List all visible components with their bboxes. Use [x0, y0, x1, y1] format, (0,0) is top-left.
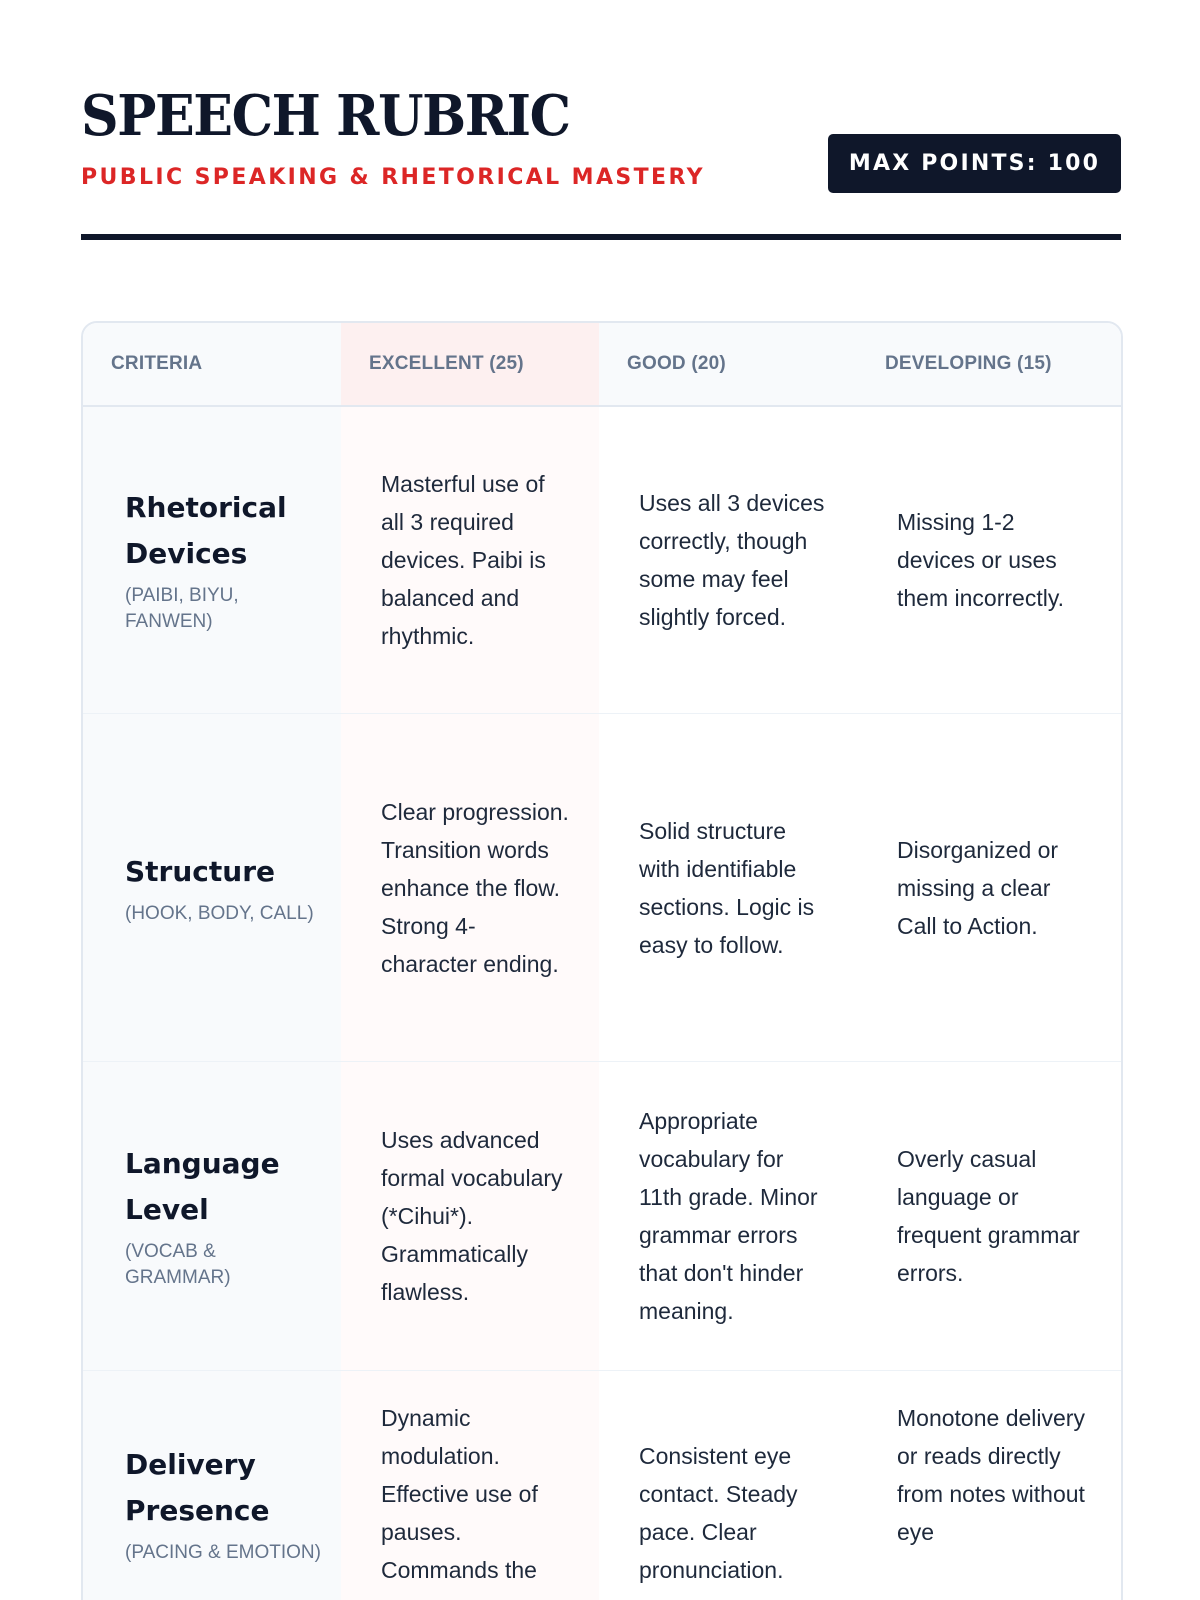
- table-row: [83, 1371, 1121, 1600]
- column-header-criteria: CRITERIA: [111, 353, 203, 374]
- criterion-cell: [83, 1062, 341, 1370]
- good-description: Uses all 3 devices correctly, though some may feel slightly forced.: [639, 490, 825, 630]
- excellent-description: Uses advanced formal vocabulary (*Cihui*). Grammatically flawless.: [381, 1127, 563, 1305]
- criterion-cell: [83, 1371, 341, 1600]
- column-header-excellent: EXCELLENT (25): [341, 323, 599, 405]
- developing-description: Monotone delivery or reads directly from notes without eye: [897, 1405, 1085, 1545]
- excellent-description: Masterful use of all 3 required devices. Paibi is balanced and rhythmic.: [381, 471, 546, 649]
- good-description: Consistent eye contact. Steady pace. Clear pronunciation.: [639, 1443, 798, 1583]
- table-row: [83, 1062, 1121, 1371]
- developing-cell: [857, 714, 1121, 1061]
- criterion-note: (HOOK, BODY, CALL): [125, 902, 314, 924]
- criterion-name: Structure: [125, 854, 276, 888]
- table-header-row: [83, 323, 1121, 407]
- excellent-cell: [341, 714, 599, 1061]
- excellent-description: Clear progression. Transition words enhance the flow. Strong 4-character ending.: [381, 798, 569, 977]
- rubric-table: [81, 321, 1123, 1600]
- criterion-note: (PACING & EMOTION): [125, 1542, 321, 1563]
- page-title: SPEECH RUBRIC: [81, 83, 570, 149]
- developing-description: Overly casual language or frequent grammar errors.: [897, 1146, 1080, 1286]
- table-body: [83, 407, 1121, 1600]
- criterion-cell: [83, 714, 341, 1061]
- good-description: Solid structure with identifiable sections. Logic is easy to follow.: [639, 817, 815, 958]
- excellent-description: Dynamic modulation. Effective use of pauses. Commands the: [381, 1405, 538, 1583]
- developing-description: Disorganized or missing a clear Call to Action.: [897, 836, 1059, 939]
- column-header-developing: DEVELOPING (15): [885, 353, 1052, 374]
- header-divider: [81, 234, 1121, 240]
- table-row: [83, 714, 1121, 1062]
- excellent-cell: [341, 1062, 599, 1370]
- criterion-name: Delivery Presence: [125, 1448, 270, 1527]
- criterion-cell: [83, 407, 341, 713]
- criterion-name: Rhetorical Devices: [125, 491, 287, 570]
- good-cell: [599, 714, 857, 1061]
- good-cell: [599, 1062, 857, 1370]
- developing-cell: [857, 407, 1121, 713]
- column-header-good: GOOD (20): [627, 353, 726, 374]
- page-subtitle: PUBLIC SPEAKING & RHETORICAL MASTERY: [81, 165, 705, 190]
- good-cell: [599, 1371, 857, 1600]
- developing-description: Missing 1-2 devices or uses them incorrectly.: [897, 509, 1065, 611]
- developing-cell: [857, 1371, 1121, 1600]
- good-cell: [599, 407, 857, 713]
- criterion-note: (PAIBI, BIYU, FANWEN): [125, 585, 239, 632]
- excellent-cell: [341, 1371, 599, 1600]
- good-description: Appropriate vocabulary for 11th grade. Minor grammar errors that don't hinder meaning.: [639, 1108, 818, 1324]
- developing-cell: [857, 1062, 1121, 1370]
- excellent-cell: [341, 407, 599, 713]
- criterion-note: (VOCAB & GRAMMAR): [125, 1241, 231, 1288]
- max-points-badge: MAX POINTS: 100: [828, 134, 1121, 193]
- criterion-name: Language Level: [125, 1147, 280, 1226]
- table-row: [83, 407, 1121, 714]
